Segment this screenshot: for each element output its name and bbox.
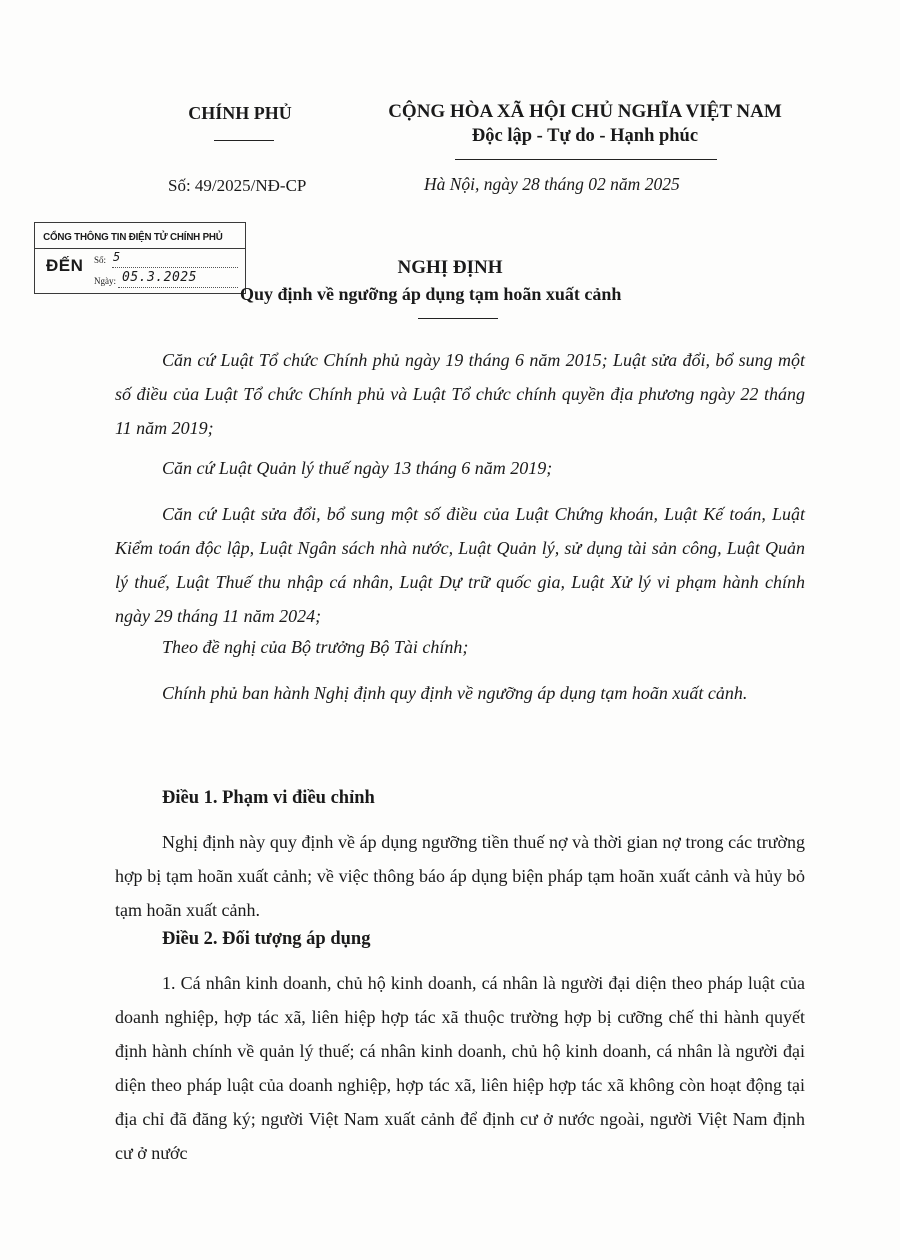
article-text: Nghị định này quy định về áp dụng ngưỡng tiền thuế nợ và thời gian nợ trong các trường hợp bị tạm hoãn xuất cảnh; về việc thông báo áp dụng biện pháp tạm hoãn xuất cảnh và hủy bỏ tạm hoãn xuất cảnh. (115, 832, 805, 920)
national-title: CỘNG HÒA XÃ HỘI CHỦ NGHĨA VIỆT NAM (388, 101, 782, 122)
title-underline (418, 318, 498, 319)
stamp-number-value: 5 (113, 250, 121, 264)
preamble-text: Căn cứ Luật Tổ chức Chính phủ ngày 19 tháng 6 năm 2015; Luật sửa đổi, bổ sung một số điều của Luật Tổ chức Chính phủ và Luật Tổ chức chính quyền địa phương ngày 22 tháng 11 năm 2019; (115, 350, 805, 438)
stamp-dotted-line (118, 287, 238, 288)
issuer-name: CHÍNH PHỦ (188, 103, 292, 123)
preamble-paragraph (115, 497, 805, 633)
national-motto: Độc lập - Tự do - Hạnh phúc (471, 126, 699, 146)
stamp-den-label: ĐẾN (46, 256, 84, 275)
stamp-date-value: 05.3.2025 (122, 270, 197, 285)
preamble-text: Căn cứ Luật sửa đổi, bổ sung một số điều của Luật Chứng khoán, Luật Kế toán, Luật Kiểm toán độc lập, Luật Ngân sách nhà nước, Luật Quản lý, sử dụng tài sản công, Luật Quản lý thuế, Luật Thuế thu nhập cá nhân, Luật Dự trữ quốc gia, Luật Xử lý vi phạm hành chính ngày 29 tháng 11 năm 2024; (115, 504, 805, 626)
stamp-date-label: Ngày: (94, 276, 116, 286)
document-type-title: NGHỊ ĐỊNH (397, 257, 503, 278)
preamble-text: Căn cứ Luật Quản lý thuế ngày 13 tháng 6 năm 2019; (162, 458, 553, 478)
preamble-text: Chính phủ ban hành Nghị định quy định về ngưỡng áp dụng tạm hoãn xuất cảnh. (162, 683, 748, 703)
article-2-heading: Điều 2. Đối tượng áp dụng (162, 929, 371, 949)
preamble-text: Theo đề nghị của Bộ trưởng Bộ Tài chính; (162, 637, 469, 657)
article-text: 1. Cá nhân kinh doanh, chủ hộ kinh doanh, cá nhân là người đại diện theo pháp luật của doanh nghiệp, hợp tác xã, liên hiệp hợp tác xã thuộc trường hợp bị cưỡng chế thi hành quyết định hành chính về quản lý thuế; cá nhân kinh doanh, chủ hộ kinh doanh, cá nhân là người đại diện theo pháp luật của doanh nghiệp, hợp tác xã, liên hiệp hợp tác xã không còn hoạt động tại địa chỉ đã đăng ký; người Việt Nam xuất cảnh để định cư ở nước ngoài, người Việt Nam định cư ở nước (115, 973, 805, 1163)
document-subject: Quy định về ngưỡng áp dụng tạm hoãn xuất cảnh (240, 284, 622, 304)
place-and-date: Hà Nội, ngày 28 tháng 02 năm 2025 (424, 174, 680, 194)
document-number: Số: 49/2025/NĐ-CP (168, 176, 307, 195)
preamble-paragraph (115, 343, 805, 445)
article-1-heading: Điều 1. Phạm vi điều chỉnh (162, 788, 375, 808)
article-1-body (115, 825, 805, 927)
motto-underline (455, 159, 717, 160)
article-2-body (115, 966, 805, 1170)
preamble-paragraph (115, 676, 805, 710)
stamp-number-label: Số: (94, 255, 107, 265)
stamp-divider (34, 248, 246, 249)
preamble-paragraph (115, 630, 805, 664)
stamp-title: CỔNG THÔNG TIN ĐIỆN TỬ CHÍNH PHỦ (43, 231, 223, 243)
issuer-underline (214, 140, 274, 141)
preamble-paragraph (115, 451, 805, 485)
